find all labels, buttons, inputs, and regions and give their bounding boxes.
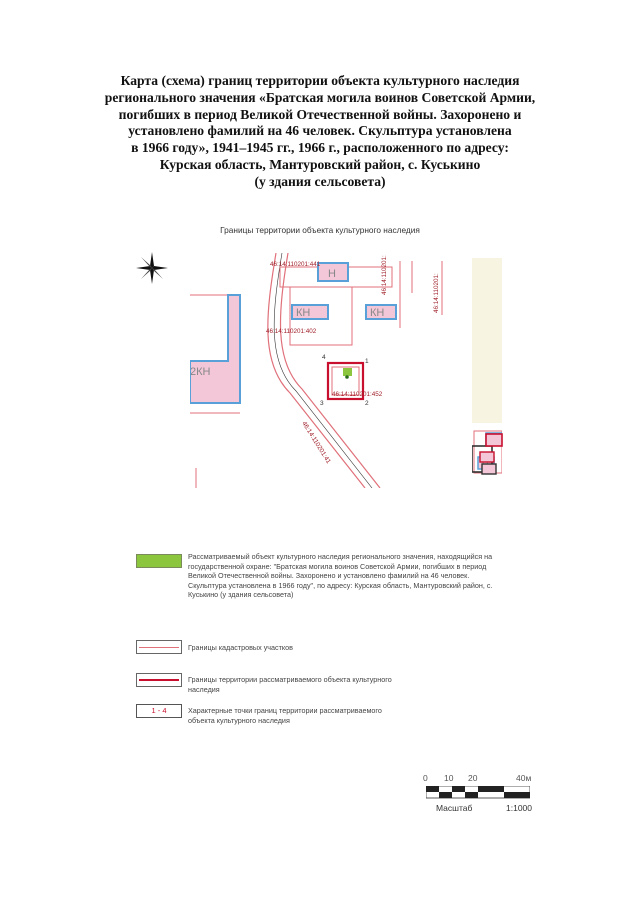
point-2: 2	[365, 400, 369, 407]
title-line: Карта (схема) границ территории объекта культурного наследия	[120, 73, 520, 88]
road-label: 46:14:110201:41	[300, 420, 332, 466]
legend-object-swatch	[136, 554, 182, 568]
legend-object-text	[188, 552, 558, 600]
title-line: (у здания сельсовета)	[254, 173, 386, 189]
map-caption: Границы территории объекта культурного наследия	[220, 225, 420, 235]
point-1: 1	[365, 358, 369, 365]
title-line: регионального значения «Братская могила воинов Советской Армии,	[104, 89, 536, 105]
legend-text-line: Великой Отечественной войны. Захоронено и установлено фамилий на 46 человек.	[188, 571, 470, 581]
legend-text-line: объекта культурного наследия	[188, 715, 290, 725]
cadastral-map	[190, 253, 502, 488]
parcel-452-label: 46:14:110201:452	[332, 391, 383, 398]
building-label-n-top: Н	[328, 268, 336, 280]
legend-cadastral-swatch	[136, 640, 182, 654]
legend-text-line: Скульптура установлена в 1966 году", по адресу: Курская область, Мантуровский район, с.	[188, 580, 493, 590]
legend-object-boundary-text	[188, 675, 392, 694]
legend-points-label: 1 - 4	[151, 706, 167, 715]
title-line: погибших в период Великой Отечественной войны. Захоронено и	[118, 106, 522, 122]
title-line: установлено фамилий на 46 человек. Скульптура установлена	[128, 123, 512, 139]
point-4: 4	[322, 354, 326, 361]
parcel-441-label: 46:14:110201:441	[270, 261, 321, 268]
title-line: Курская область, Мантуровский район, с. Куськино	[159, 156, 481, 172]
offmap-buildings	[472, 430, 506, 476]
scale-tick-10: 10	[444, 773, 454, 783]
field-area	[472, 258, 502, 423]
monument-object	[343, 368, 352, 376]
parcel-right-label-2: 46:14:110201:	[433, 273, 440, 313]
scale-tick-0: 0	[423, 773, 428, 783]
title-line: в 1966 году», 1941–1945 гг., 1966 г., расположенного по адресу:	[131, 140, 509, 156]
parcel-402-label: 46:14:110201:402	[266, 328, 317, 335]
legend-text-line: Куськино (у здания сельсовета)	[188, 590, 294, 600]
page-title	[70, 73, 570, 191]
point-3: 3	[320, 400, 324, 407]
legend-points-text	[188, 706, 382, 725]
parcel-right-label-1: 46:14:110201:	[381, 255, 388, 295]
building-label-kn-left: КН	[296, 307, 311, 319]
legend-text-line: Рассматриваемый объект культурного наследия регионального значения, находящийся на	[188, 552, 493, 561]
legend-cadastral-text: Границы кадастровых участков	[188, 643, 293, 652]
scale-tick-40: 40м	[516, 773, 532, 783]
compass-icon	[134, 250, 170, 286]
legend-object-boundary-swatch	[136, 673, 182, 687]
legend-text-line: Характерные точки границ территории рассматриваемого	[188, 706, 382, 715]
scale-ratio: 1:1000	[506, 803, 532, 813]
legend-text-line: государственной охране: "Братская могила воинов Советской Армии, погибших в период	[188, 561, 487, 571]
building-label-kn-right: КН	[370, 307, 385, 319]
building-label-2kn: 2КН	[190, 366, 211, 378]
scale-label: Масштаб	[436, 803, 473, 813]
legend-points-swatch	[136, 704, 182, 718]
legend-text-line: Границы территории рассматриваемого объекта культурного	[188, 675, 392, 684]
legend-text-line: наследия	[188, 684, 220, 694]
scale-tick-20: 20	[468, 773, 478, 783]
